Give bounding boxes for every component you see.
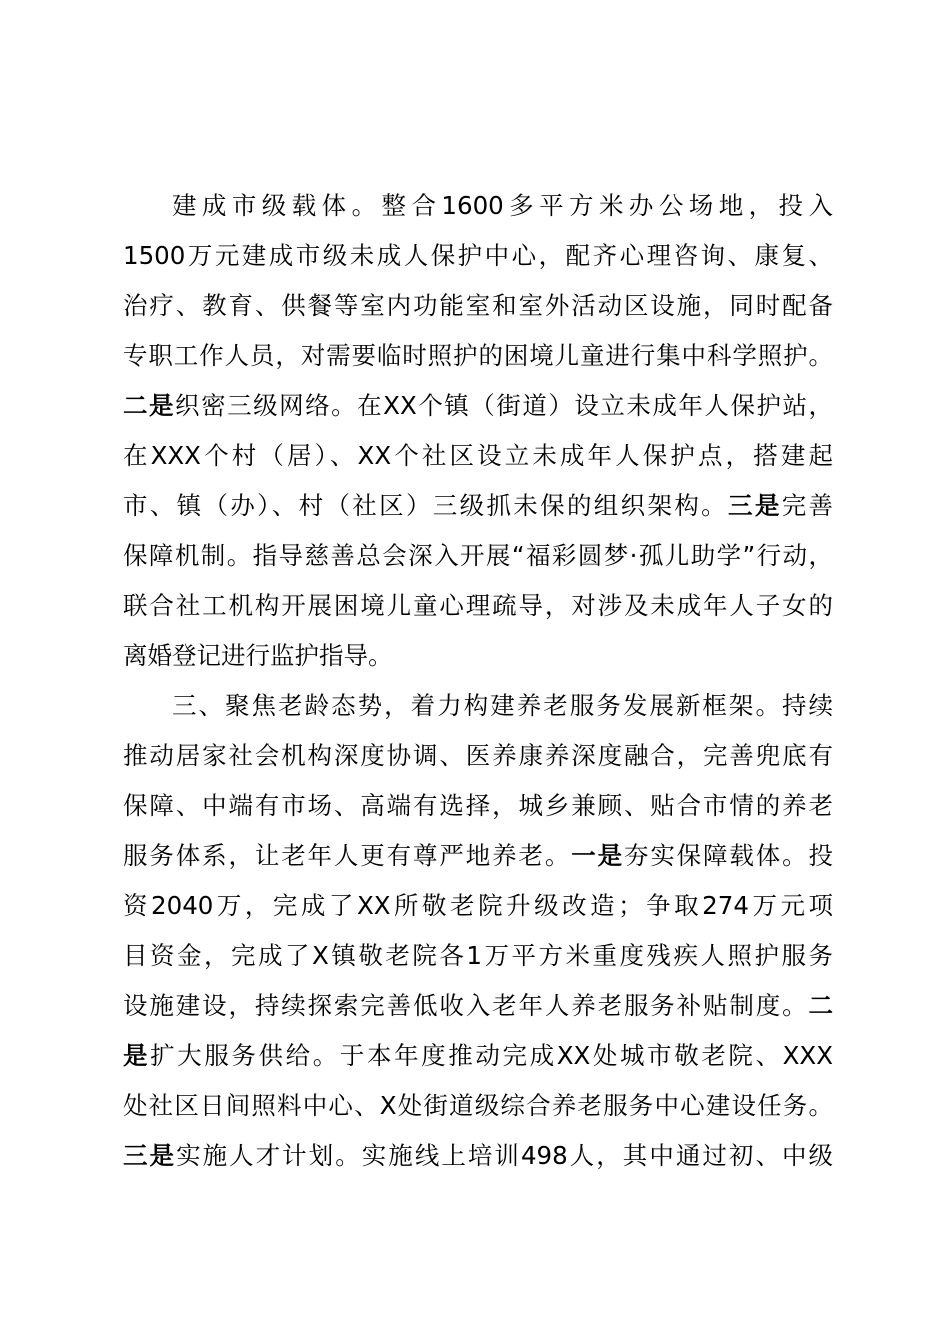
section-heading-line: 三、聚焦老龄态势，着力构建养老服务发展新框架。持续 xyxy=(172,691,833,720)
text-line: 联合社工机构开展困境儿童心理疏导，对涉及未成年人子女的 xyxy=(123,591,833,620)
bold-marker: 二是 xyxy=(123,391,176,420)
text-line: 二是织密三级网络。在XX个镇（街道）设立未成年人保护站， xyxy=(123,391,833,420)
text-line: 建成市级载体。整合1600多平方米办公场地，投入 xyxy=(172,191,833,220)
text-line: 设施建设，持续探索完善低收入老年人养老服务补贴制度。二 xyxy=(123,991,833,1020)
text-line: 市、镇（办）、村（社区）三级抓未保的组织架构。三是完善 xyxy=(123,491,833,520)
bold-marker: 是 xyxy=(123,1041,151,1070)
text-line: 治疗、教育、供餐等室内功能室和室外活动区设施，同时配备 xyxy=(123,291,833,320)
bold-marker: 三是 xyxy=(728,491,782,520)
bold-marker: 三是 xyxy=(123,1141,177,1170)
text-line: 三是实施人才计划。实施线上培训498人，其中通过初、中级 xyxy=(123,1141,833,1170)
text-line: 是扩大服务供给。于本年度推动完成XX处城市敬老院、XXX xyxy=(123,1041,833,1070)
text-line: 资2040万，完成了XX所敬老院升级改造；争取274万元项 xyxy=(123,891,833,920)
text-line: 目资金，完成了X镇敬老院各1万平方米重度残疾人照护服务 xyxy=(123,941,833,970)
text-line: 离婚登记进行监护指导。 xyxy=(123,641,393,670)
bold-marker: 一是 xyxy=(571,841,624,870)
text-line: 保障机制。指导慈善总会深入开展“福彩圆梦·孤儿助学”行动， xyxy=(123,541,833,570)
text-line: 处社区日间照料中心、X处街道级综合养老服务中心建设任务。 xyxy=(123,1091,833,1120)
text-line: 保障、中端有市场、高端有选择，城乡兼顾、贴合市情的养老 xyxy=(123,791,833,820)
bold-marker: 二 xyxy=(808,991,833,1020)
text-line: 推动居家社会机构深度协调、医养康养深度融合，完善兜底有 xyxy=(123,741,833,770)
text-line: 1500万元建成市级未成人保护中心，配齐心理咨询、康复、 xyxy=(123,241,833,270)
text-line: 在XXX个村（居）、XX个社区设立未成年人保护点，搭建起 xyxy=(123,441,833,470)
text-line: 服务体系，让老年人更有尊严地养老。一是夯实保障载体。投 xyxy=(123,841,833,870)
text-line: 专职工作人员，对需要临时照护的困境儿童进行集中科学照护。 xyxy=(123,341,833,370)
